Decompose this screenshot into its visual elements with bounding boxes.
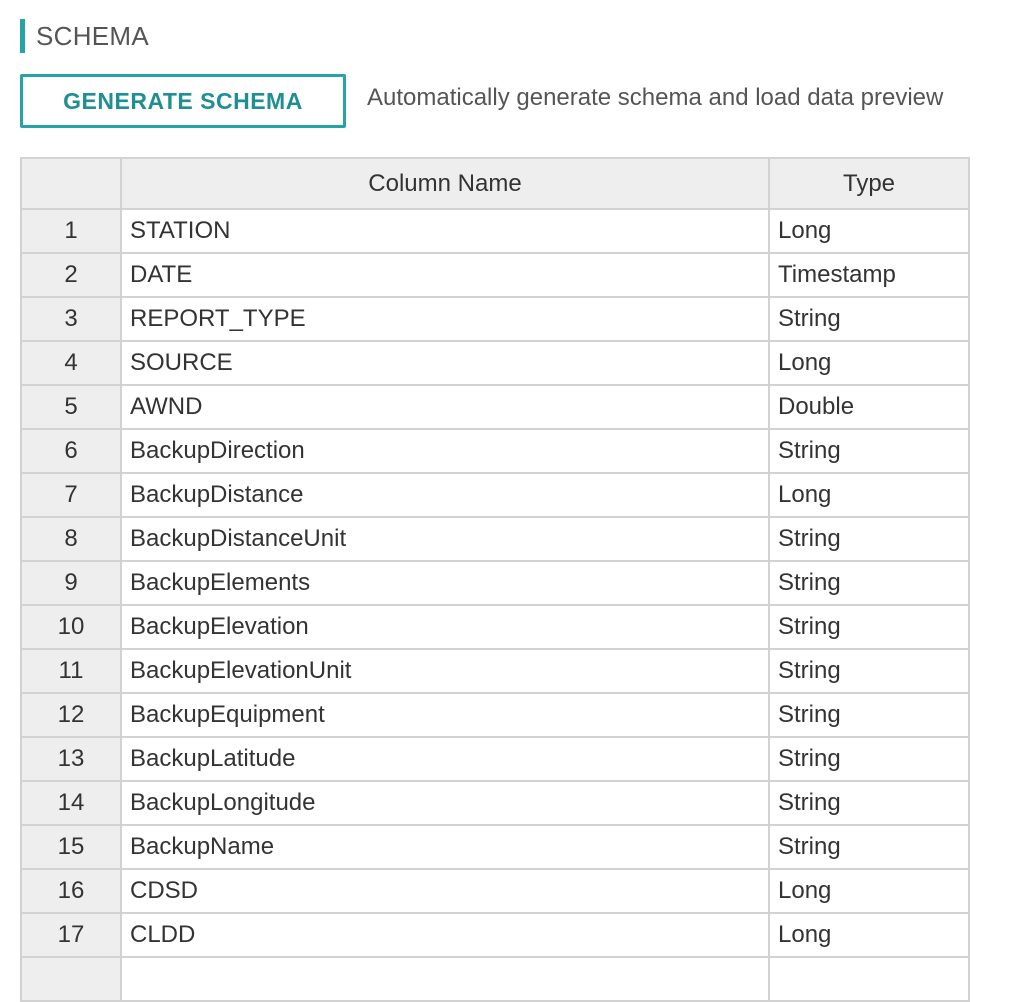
column-name-cell[interactable]: CLDD bbox=[121, 913, 769, 957]
table-row[interactable] bbox=[21, 209, 969, 253]
column-type-cell[interactable]: String bbox=[769, 649, 969, 693]
column-name-cell[interactable]: BackupDirection bbox=[121, 429, 769, 473]
type-column-header: Type bbox=[769, 158, 969, 209]
column-type-cell[interactable]: String bbox=[769, 605, 969, 649]
row-index-cell: 14 bbox=[21, 781, 121, 825]
row-index-cell: 17 bbox=[21, 913, 121, 957]
table-row[interactable] bbox=[21, 297, 969, 341]
table-row[interactable] bbox=[21, 869, 969, 913]
schema-table bbox=[20, 157, 970, 1002]
table-row[interactable] bbox=[21, 781, 969, 825]
column-name-cell[interactable]: BackupName bbox=[121, 825, 769, 869]
column-name-cell[interactable]: BackupLongitude bbox=[121, 781, 769, 825]
section-title: SCHEMA bbox=[36, 20, 150, 51]
table-row[interactable] bbox=[21, 649, 969, 693]
table-row[interactable] bbox=[21, 341, 969, 385]
column-type-cell[interactable]: String bbox=[769, 737, 969, 781]
row-index-cell: 4 bbox=[21, 341, 121, 385]
column-type-cell[interactable]: String bbox=[769, 297, 969, 341]
generate-schema-description: Automatically generate schema and load data preview bbox=[367, 84, 944, 111]
column-type-cell[interactable]: Timestamp bbox=[769, 253, 969, 297]
column-type-cell[interactable]: String bbox=[769, 429, 969, 473]
column-type-cell[interactable] bbox=[769, 957, 969, 1001]
schema-table-body bbox=[21, 209, 969, 1001]
section-header bbox=[20, 18, 149, 54]
row-index-cell: 7 bbox=[21, 473, 121, 517]
column-type-cell[interactable]: Double bbox=[769, 385, 969, 429]
index-column-header bbox=[21, 158, 121, 209]
column-name-cell[interactable]: REPORT_TYPE bbox=[121, 297, 769, 341]
column-type-cell[interactable]: Long bbox=[769, 913, 969, 957]
column-name-cell[interactable]: BackupLatitude bbox=[121, 737, 769, 781]
column-name-cell[interactable]: DATE bbox=[121, 253, 769, 297]
column-type-cell[interactable]: String bbox=[769, 561, 969, 605]
column-name-cell[interactable]: BackupEquipment bbox=[121, 693, 769, 737]
column-name-cell[interactable]: STATION bbox=[121, 209, 769, 253]
table-header-row bbox=[21, 158, 969, 209]
row-index-cell: 8 bbox=[21, 517, 121, 561]
row-index-cell: 10 bbox=[21, 605, 121, 649]
row-index-cell: 15 bbox=[21, 825, 121, 869]
row-index-cell: 13 bbox=[21, 737, 121, 781]
row-index-cell: 3 bbox=[21, 297, 121, 341]
table-row[interactable] bbox=[21, 253, 969, 297]
table-row[interactable] bbox=[21, 517, 969, 561]
table-row[interactable] bbox=[21, 957, 969, 1001]
row-index-cell bbox=[21, 957, 121, 1001]
section-accent-bar bbox=[20, 19, 25, 53]
column-name-cell[interactable]: BackupElements bbox=[121, 561, 769, 605]
column-name-header: Column Name bbox=[121, 158, 769, 209]
table-row[interactable] bbox=[21, 693, 969, 737]
column-name-cell[interactable]: SOURCE bbox=[121, 341, 769, 385]
row-index-cell: 2 bbox=[21, 253, 121, 297]
column-name-cell[interactable]: BackupElevationUnit bbox=[121, 649, 769, 693]
column-type-cell[interactable]: Long bbox=[769, 341, 969, 385]
table-row[interactable] bbox=[21, 385, 969, 429]
table-row[interactable] bbox=[21, 605, 969, 649]
table-row[interactable] bbox=[21, 429, 969, 473]
column-type-cell[interactable]: String bbox=[769, 825, 969, 869]
table-row[interactable] bbox=[21, 913, 969, 957]
column-type-cell[interactable]: String bbox=[769, 693, 969, 737]
column-name-cell[interactable]: AWND bbox=[121, 385, 769, 429]
column-type-cell[interactable]: Long bbox=[769, 209, 969, 253]
column-type-cell[interactable]: Long bbox=[769, 473, 969, 517]
row-index-cell: 12 bbox=[21, 693, 121, 737]
table-row[interactable] bbox=[21, 561, 969, 605]
row-index-cell: 1 bbox=[21, 209, 121, 253]
table-row[interactable] bbox=[21, 473, 969, 517]
row-index-cell: 11 bbox=[21, 649, 121, 693]
row-index-cell: 9 bbox=[21, 561, 121, 605]
generate-schema-button[interactable]: GENERATE SCHEMA bbox=[20, 74, 346, 128]
table-row[interactable] bbox=[21, 825, 969, 869]
row-index-cell: 6 bbox=[21, 429, 121, 473]
column-name-cell[interactable]: BackupDistance bbox=[121, 473, 769, 517]
row-index-cell: 16 bbox=[21, 869, 121, 913]
row-index-cell: 5 bbox=[21, 385, 121, 429]
column-name-cell[interactable]: BackupDistanceUnit bbox=[121, 517, 769, 561]
column-type-cell[interactable]: String bbox=[769, 517, 969, 561]
column-name-cell[interactable]: CDSD bbox=[121, 869, 769, 913]
column-type-cell[interactable]: Long bbox=[769, 869, 969, 913]
table-row[interactable] bbox=[21, 737, 969, 781]
column-name-cell[interactable]: BackupElevation bbox=[121, 605, 769, 649]
column-name-cell[interactable] bbox=[121, 957, 769, 1001]
column-type-cell[interactable]: String bbox=[769, 781, 969, 825]
